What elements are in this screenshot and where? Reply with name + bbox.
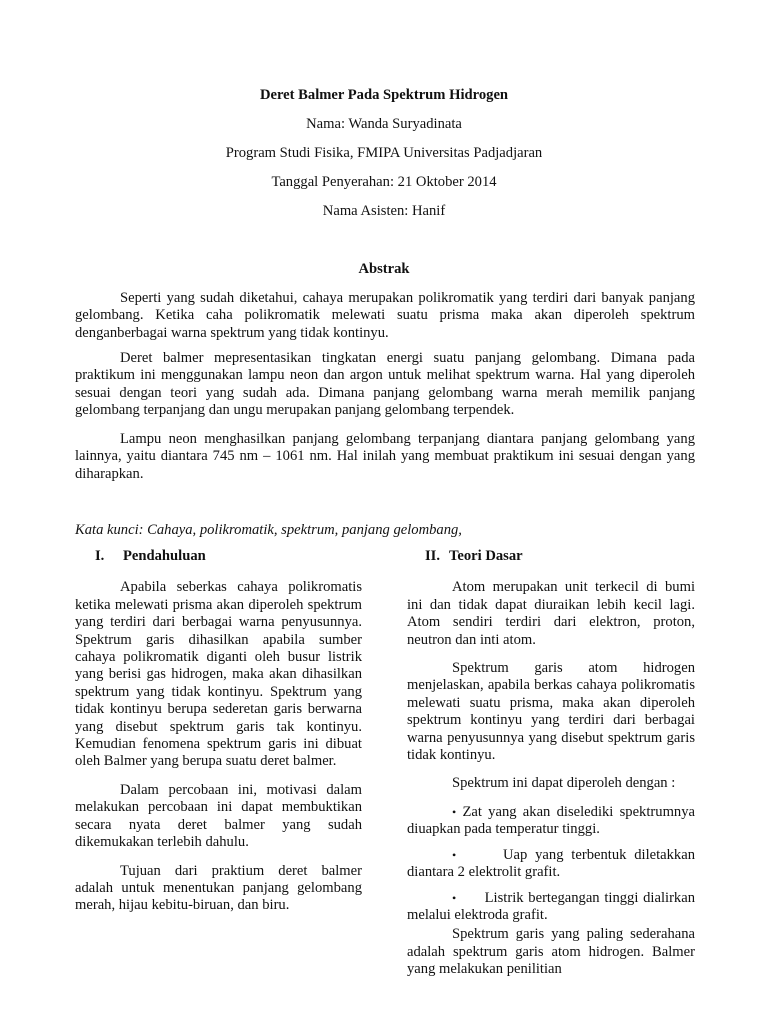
bullet-icon: • — [452, 847, 457, 862]
theory-paragraph-3: Spektrum ini dapat diperoleh dengan : — [452, 775, 676, 792]
submission-date: Tanggal Penyerahan: 21 Oktober 2014 — [271, 174, 497, 190]
abstract-paragraph-2: Deret balmer mepresentasikan tingkatan energi suatu panjang gelombang. Dimana pada praktikum ini menggunakan lampu neon dan argon untuk melihat spektrum warna. Hal yang diperoleh sesuai dengan teori yang sudah ada. Dimana panjang gelombang warna merah memilik panjang gelombang terpanjang dan ungu merupakan panjang gelombang terpendek. — [75, 350, 695, 419]
section-introduction — [75, 548, 362, 915]
intro-paragraph-2: Dalam percobaan ini, motivasi dalam melakukan percobaan ini dapat membuktikan secara nyata deret balmer yang sudah dikemukakan terlebih dahulu. — [75, 781, 362, 851]
abstract-paragraph-3: Lampu neon menghasilkan panjang gelombang terpanjang diantara panjang gelombang yang lainnya, yaitu diantara 745 nm – 1061 nm. Hal inilah yang membuat praktikum ini sesuai dengan yang diharapkan. — [75, 431, 695, 482]
document-title: Deret Balmer Pada Spektrum Hidrogen — [259, 87, 509, 103]
bullet-item — [407, 847, 695, 882]
theory-paragraph-1: Atom merupakan unit terkecil di bumi ini dan tidak dapat diuraikan lebih kecil lagi. Atom sendiri terdiri dari elektron, proton, neutron dan inti atom. — [407, 579, 695, 648]
keywords: Kata kunci: Cahaya, polikromatik, spektrum, panjang gelombang, — [75, 522, 462, 538]
theory-closing-paragraph: Spektrum garis yang paling sederahana adalah spektrum garis atom hidrogen. Balmer yang melakukan penilitian — [407, 926, 695, 978]
theory-paragraph-2: Spektrum garis atom hidrogen menjelaskan, apabila berkas cahaya polikromatis melewati suatu prisma, maka akan diperoleh spektrum kontinyu yang terdiri dari berbagai warna penyusunnya yang disebut spektrum garis tidak kontinyu. — [407, 660, 695, 764]
intro-paragraph-3: Tujuan dari praktium deret balmer adalah untuk menentukan panjang gelombang merah, hijau kebitu-biruan, dan biru. — [75, 862, 362, 914]
intro-paragraph-1: Apabila seberkas cahaya polikromatis ketika melewati prisma akan diperoleh spektrum yang terdiri dari berbagai warna penyusunnya. Spektrum garis dihasilkan apabila sumber cahaya polikromatik diganti oleh busur listrik yang berisi gas hidrogen, maka akan dihasilkan spektrum yang tidak kontinyu. Spektrum yang tidak kontinyu berupa sederetan garis berwarna yang disebut spektrum garis tak kontinyu. Kemudian fenomena spektrum garis ini dibuat oleh Balmer yang berupa suatu deret balmer. — [75, 579, 362, 770]
bullet-item — [407, 804, 695, 839]
section-number: I. — [95, 548, 105, 564]
bullet-icon: • — [452, 890, 457, 905]
bullet-text: Uap yang terbentuk diletakkan diantara 2 elektrolit grafit. — [407, 846, 695, 881]
bullet-text: Zat yang akan diselediki spektrumnya diuapkan pada temperatur tinggi. — [407, 803, 695, 838]
section-title: Teori Dasar — [449, 548, 523, 564]
assistant-name: Nama Asisten: Hanif — [322, 203, 446, 219]
abstract-paragraph-1: Seperti yang sudah diketahui, cahaya merupakan polikromatik yang terdiri dari banyak panjang gelombang. Ketika caha polikromatik melewati suatu prisma maka akan diperoleh spektrum denganberbagai warna spektrum yang tidak kontinyu. — [75, 290, 695, 341]
section-title: Pendahuluan — [123, 548, 206, 564]
section-number: II. — [425, 548, 441, 564]
bullet-item — [407, 890, 695, 925]
abstract-heading: Abstrak — [358, 261, 410, 277]
section-theory — [407, 548, 695, 979]
section-theory-heading — [407, 548, 695, 565]
bullet-icon: • — [452, 804, 457, 819]
bullet-text: Listrik bertegangan tinggi dialirkan melalui elektroda grafit. — [407, 889, 696, 923]
author-name: Nama: Wanda Suryadinata — [306, 116, 462, 132]
study-program: Program Studi Fisika, FMIPA Universitas Padjadjaran — [225, 145, 543, 161]
section-introduction-heading — [75, 548, 362, 565]
